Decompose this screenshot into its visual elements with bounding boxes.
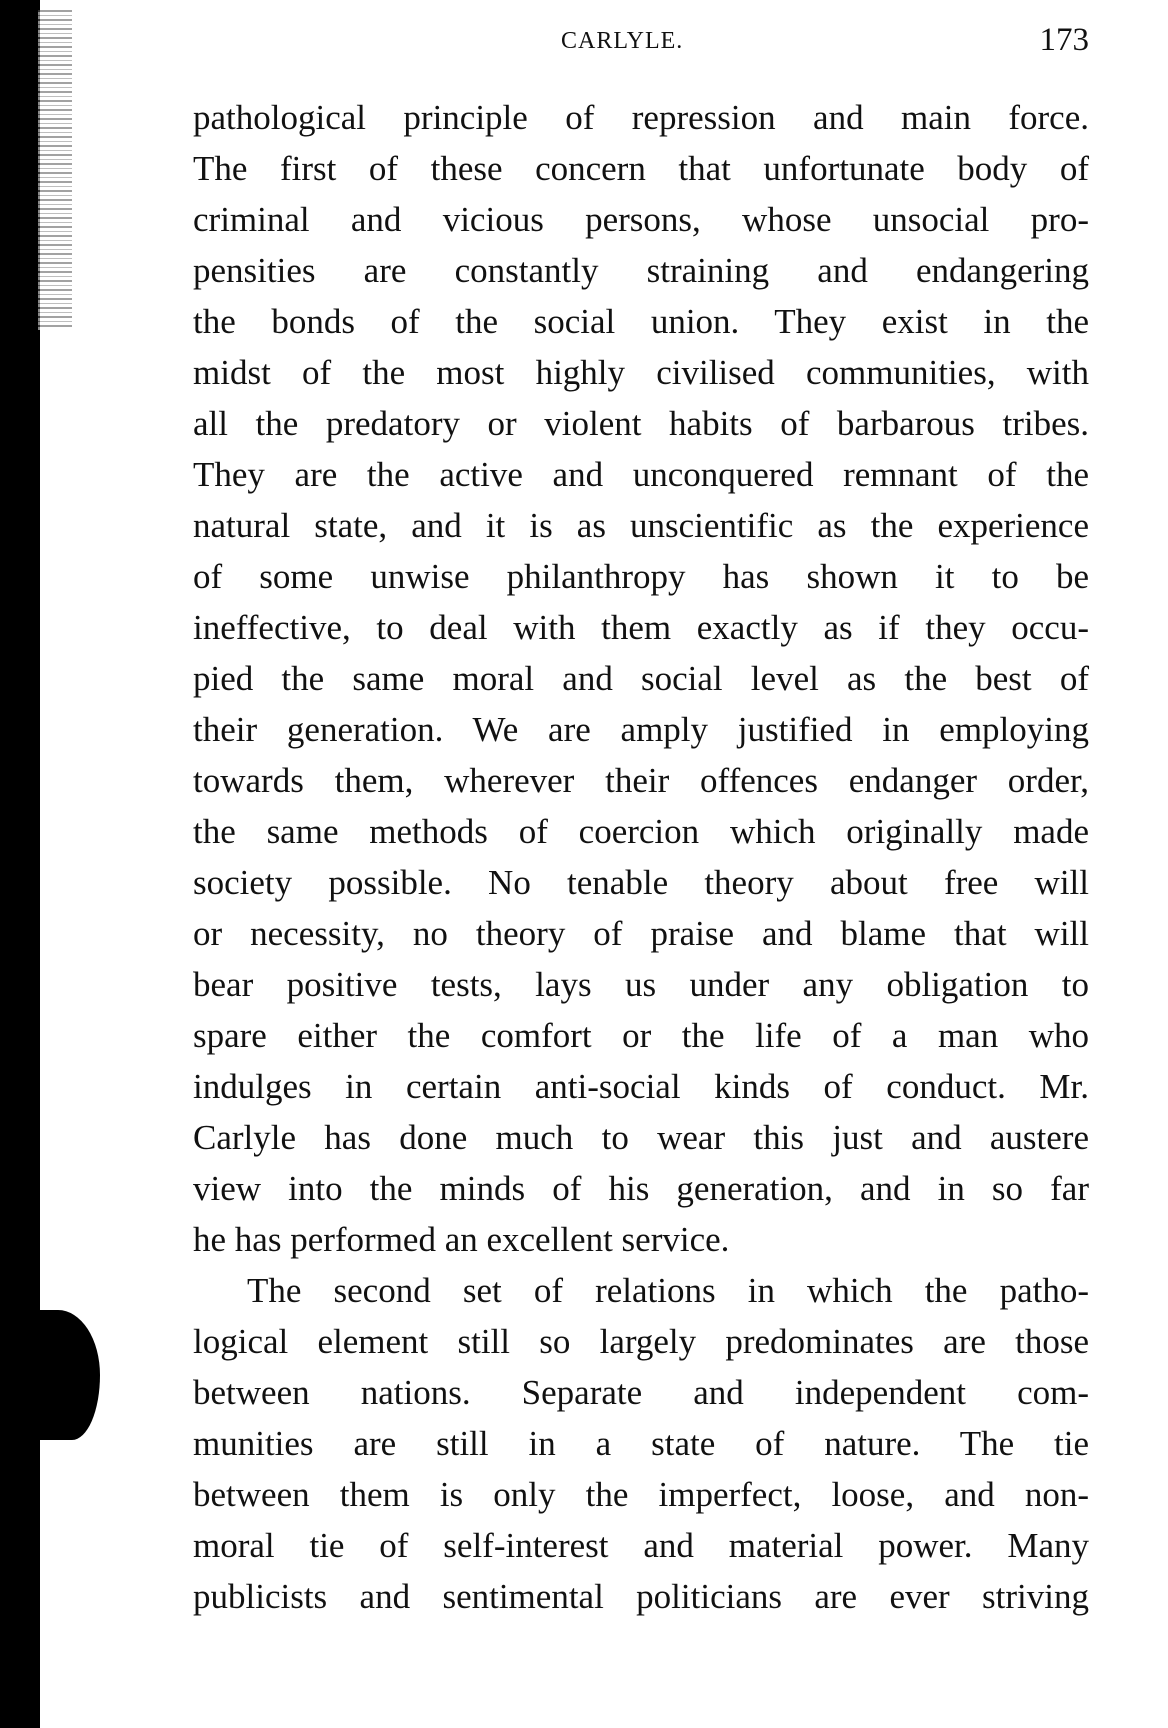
page-number: 173: [1039, 22, 1089, 58]
text-line: between them is only the imperfect, loose, and non-: [193, 1475, 1089, 1514]
text-line: the bonds of the social union. They exist in the: [193, 302, 1089, 341]
text-line: natural state, and it is as unscientific as the experience: [193, 506, 1089, 545]
text-line: between nations. Separate and independent com-: [193, 1373, 1089, 1412]
text-line: the same methods of coercion which originally made: [193, 812, 1089, 851]
text-line: The first of these concern that unfortunate body of: [193, 149, 1089, 188]
text-line: pensities are constantly straining and endangering: [193, 251, 1089, 290]
text-line: criminal and vicious persons, whose unsocial pro-: [193, 200, 1089, 239]
text-line: ineffective, to deal with them exactly as if they occu-: [193, 608, 1089, 647]
text-line: publicists and sentimental politicians are ever striving: [193, 1577, 1089, 1616]
scan-binding-edge: [0, 0, 40, 1728]
scan-ink-blot: [30, 1310, 100, 1440]
text-line: munities are still in a state of nature. The tie: [193, 1424, 1089, 1463]
text-line: all the predatory or violent habits of barbarous tribes.: [193, 404, 1089, 443]
paragraph-first-line: The second set of relations in which the patho-: [247, 1271, 1089, 1310]
text-line: logical element still so largely predominates are those: [193, 1322, 1089, 1361]
body-text: [193, 92, 1089, 1622]
text-line: moral tie of self-interest and material power. Many: [193, 1526, 1089, 1565]
text-line: They are the active and unconquered remnant of the: [193, 455, 1089, 494]
running-head: CARLYLE.: [561, 28, 684, 54]
text-line: Carlyle has done much to wear this just and austere: [193, 1118, 1089, 1157]
paragraph-last-line: he has performed an excellent service.: [193, 1220, 730, 1259]
text-line: view into the minds of his generation, and in so far: [193, 1169, 1089, 1208]
text-line: towards them, wherever their offences endanger order,: [193, 761, 1089, 800]
text-line: pied the same moral and social level as the best of: [193, 659, 1089, 698]
scan-speckle: [38, 10, 72, 330]
text-line: midst of the most highly civilised communities, with: [193, 353, 1089, 392]
text-line: or necessity, no theory of praise and blame that will: [193, 914, 1089, 953]
text-line: pathological principle of repression and main force.: [193, 98, 1089, 137]
text-line: their generation. We are amply justified in employing: [193, 710, 1089, 749]
text-line: indulges in certain anti-social kinds of conduct. Mr.: [193, 1067, 1089, 1106]
page-header: [193, 22, 1089, 62]
text-line: spare either the comfort or the life of a man who: [193, 1016, 1089, 1055]
text-line: of some unwise philanthropy has shown it to be: [193, 557, 1089, 596]
text-line: bear positive tests, lays us under any obligation to: [193, 965, 1089, 1004]
text-line: society possible. No tenable theory about free will: [193, 863, 1089, 902]
